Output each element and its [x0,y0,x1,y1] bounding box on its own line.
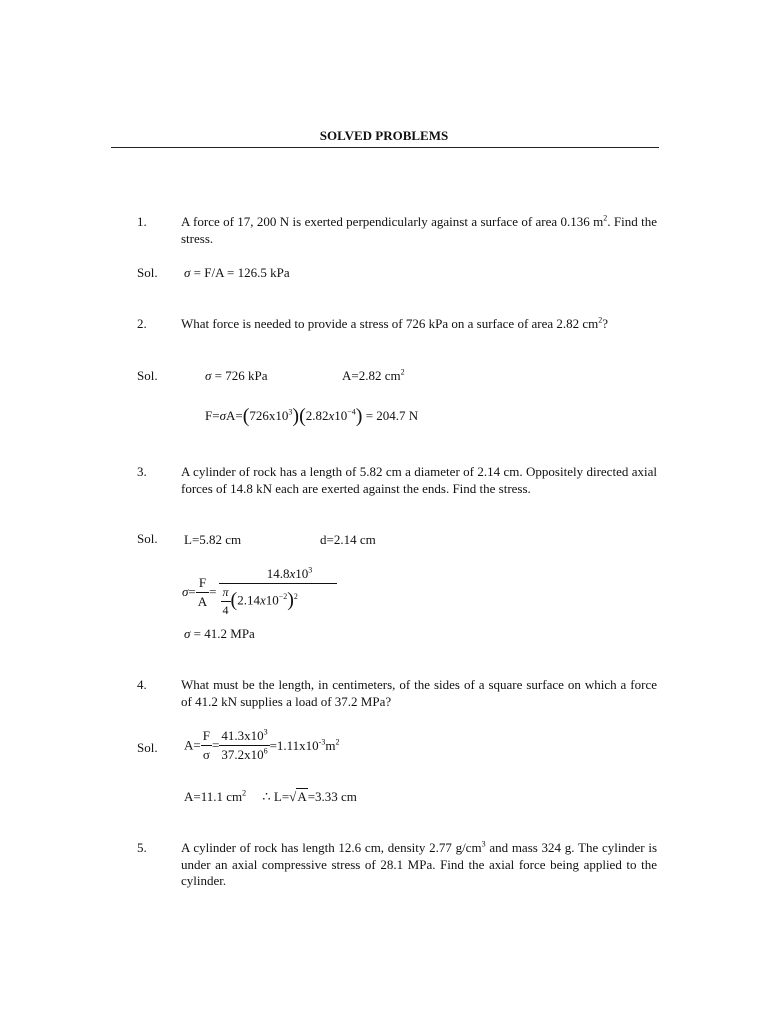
problem-text: What must be the length, in centimeters, of the sides of a square surface on which a force of 41.2 kN supplies a load of 37.2 MPa? [181,677,657,709]
problem-number: 2. [137,316,147,331]
solution-label: Sol. [137,368,158,383]
problem-number: 3. [137,464,147,479]
force-equation: $F=\sigma A=(726x10^3)(2.82x10^{-4}) = 204.7$ N [205,405,419,427]
given-stress: σ = 726 kPa [205,368,268,383]
area-equation: A= $\frac{F}{\sigma}$ = $\frac{41.3x10^3}{37.2x10^6}$ $=1.11x10^{-3}m^2$ [184,727,340,762]
length-result: A=11.1 $cm^2$ ∴ L=√A=3.33 cm [184,788,357,804]
problem-number: 4. [137,677,147,692]
problem-number: 5. [137,840,147,855]
page-title: SOLVED PROBLEMS [319,128,449,143]
solution-label: Sol. [137,740,158,755]
solution-equation: σ = F/A = 126.5 kPa [184,265,290,280]
solution-label: Sol. [137,531,158,546]
given-diameter: d=2.14 cm [320,532,376,547]
problem-text: A cylinder of rock has a length of 5.82 cm a diameter of 2.14 cm. Oppositely directed axial forces of 14.8 kN each are exerted against the ends. Find the stress. [181,464,657,496]
problem-number: 1. [137,214,147,229]
problem-text: What force is needed to provide a stress of 726 kPa on a surface of area 2.82 $cm^2$? [181,315,609,331]
problem-text: A cylinder of rock has length 12.6 cm, density 2.77 $g/cm^3$ and mass 324 g. The cylinder is under an axial compressive stress of 28.1 MPa. Find the axial force being applied to the cylinder. [181,839,657,888]
stress-equation: σ= $\frac{F}{A}$ = $14.8x10^3$ $\frac{\pi}{4}$ $(2.14x10^{-2})^2$ [182,566,337,618]
given-area: A=2.82 $cm^2$ [342,367,405,383]
given-length: L=5.82 cm [184,532,242,547]
title-rule [111,147,659,148]
stress-result: σ = 41.2 MPa [184,626,255,641]
solution-label: Sol. [137,265,158,280]
problem-text: A force of 17, 200 N is exerted perpendicularly against a surface of area 0.136 $m^2$. Find the stress. [181,213,657,246]
